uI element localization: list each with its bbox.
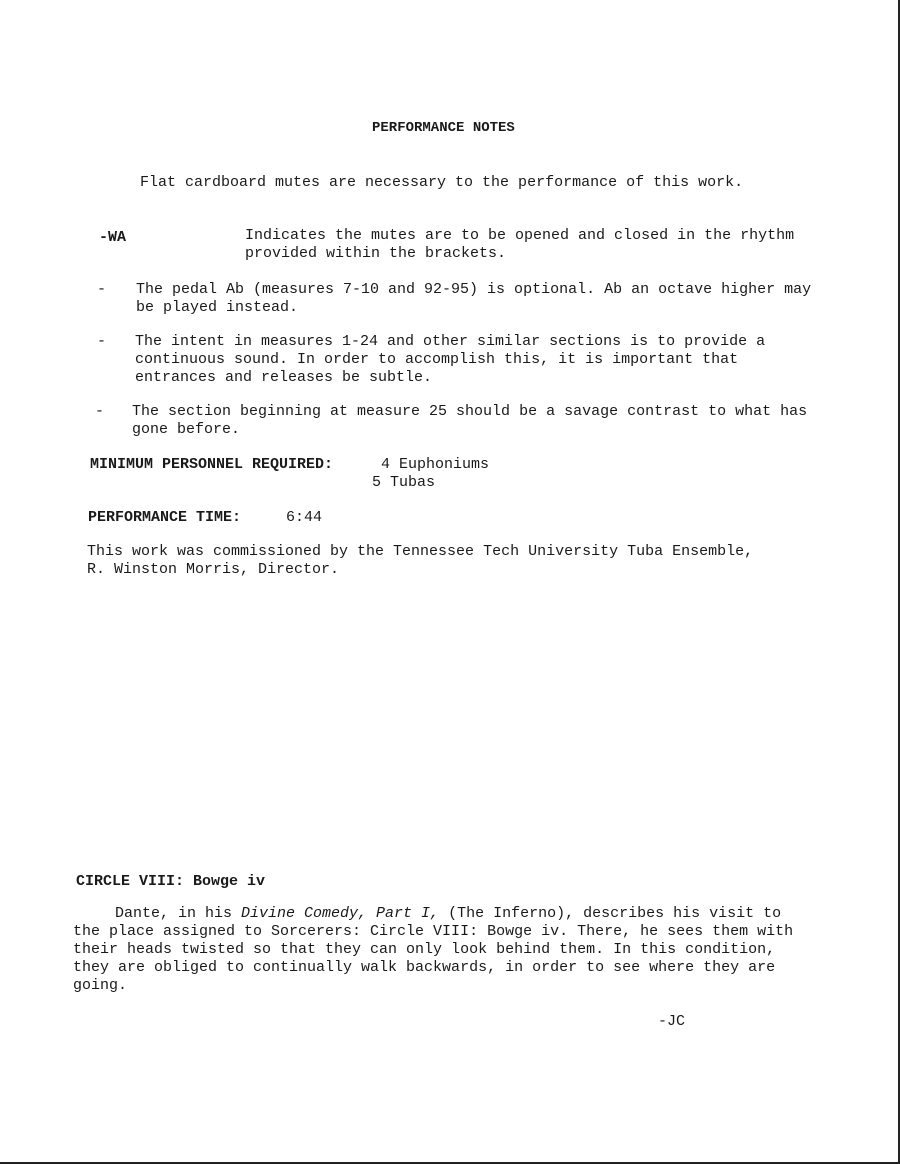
- program-note-text: Dante, in his: [115, 905, 242, 922]
- bullet-dash: -: [97, 333, 107, 350]
- work-title: Divine Comedy, Part I,: [241, 905, 440, 922]
- personnel-value: 4 Euphoniums: [381, 456, 490, 473]
- bullet-dash: -: [97, 281, 107, 298]
- program-note: [73, 905, 808, 995]
- page-title: PERFORMANCE NOTES: [372, 120, 515, 136]
- commission-note: This work was commissioned by the Tennessee Tech University Tuba Ensemble, R. Winston Morris, Director.: [87, 543, 754, 578]
- personnel-label: MINIMUM PERSONNEL REQUIRED:: [90, 456, 334, 473]
- section-title: CIRCLE VIII: Bowge iv: [76, 873, 266, 890]
- signature: -JC: [658, 1013, 686, 1030]
- note-text: The pedal Ab (measures 7-10 and 92-95) is optional. Ab an octave higher may be played instead.: [136, 281, 812, 316]
- wa-label: -WA: [99, 229, 127, 246]
- intro-paragraph: Flat cardboard mutes are necessary to the performance of this work.: [140, 174, 744, 191]
- program-note-text: (The Inferno), describes his visit to the place assigned to Sorcerers: Circle VIII: Bowge iv. There, he sees them with their heads twisted so that they can only look behind them. In this condition, they are obliged to continually walk backwards, in order to see where they are going.: [73, 905, 794, 994]
- bullet-dash: -: [95, 403, 105, 420]
- wa-description: Indicates the mutes are to be opened and closed in the rhythm provided within the brackets.: [245, 227, 795, 262]
- performance-time-label: PERFORMANCE TIME:: [88, 509, 242, 526]
- performance-time-value: 6:44: [286, 509, 323, 526]
- note-text: The section beginning at measure 25 should be a savage contrast to what has gone before.: [132, 403, 808, 438]
- note-text: The intent in measures 1-24 and other similar sections is to provide a continuous sound. In order to accomplish this, it is important that entrances and releases be subtle.: [135, 333, 766, 386]
- personnel-value: 5 Tubas: [372, 474, 436, 491]
